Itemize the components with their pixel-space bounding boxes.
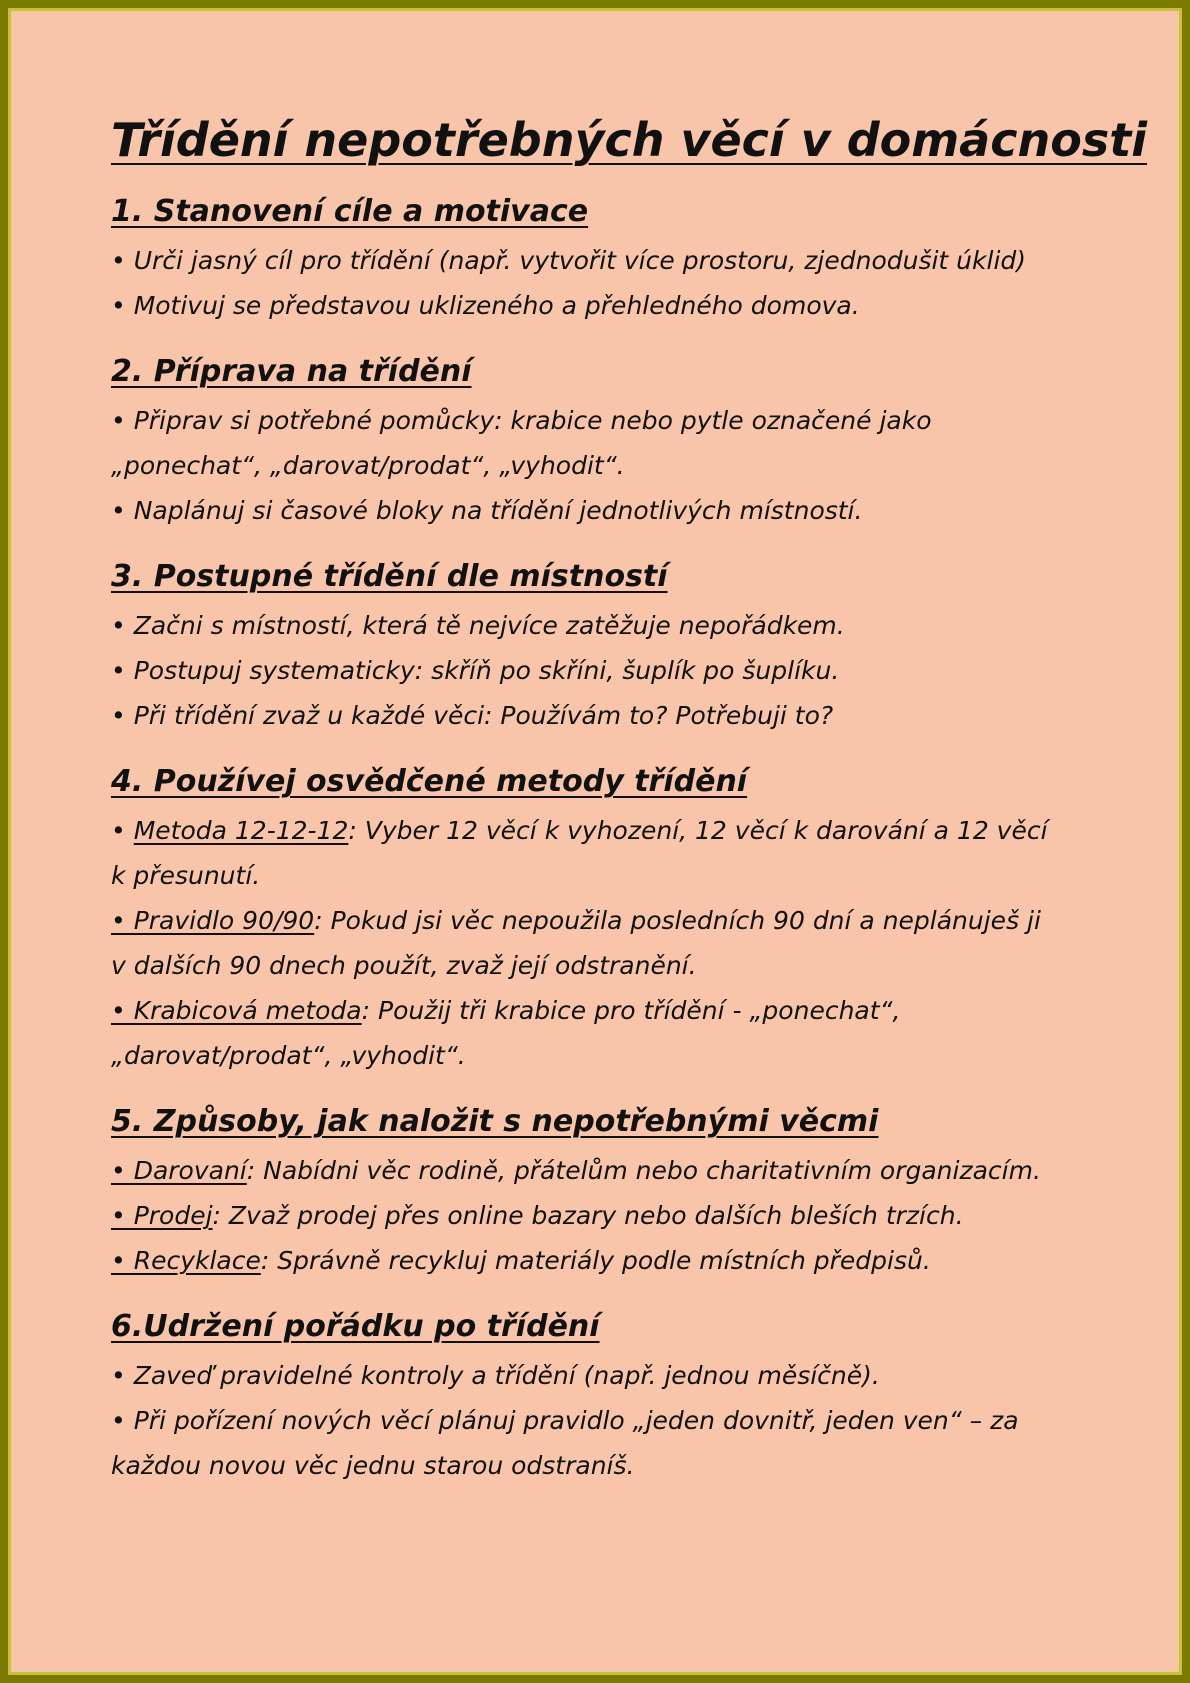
method-label: • Pravidlo 90/90 xyxy=(111,906,315,935)
disposal-text: : Nabídni věc rodině, přátelům nebo charitativním organizacím. xyxy=(246,1156,1041,1185)
section-disposal xyxy=(111,1096,1111,1283)
disposal-label: • Darovaní xyxy=(111,1156,247,1185)
section-goal-motivation xyxy=(111,186,1111,328)
bullet-continuation-line: „ponechat“, „darovat/prodat“, „vyhodit“. xyxy=(111,451,625,480)
disposal-label: • Recyklace xyxy=(111,1246,261,1275)
bullet-prefix: • xyxy=(111,816,134,845)
bullet-line: • Při pořízení nových věcí plánuj pravidlo „jeden dovnitř, jeden ven“ – za xyxy=(111,1406,1019,1435)
section-room-sorting xyxy=(111,551,1111,738)
bullet-line: • Zaveď pravidelné kontroly a třídění (např. jednou měsíčně). xyxy=(111,1361,880,1390)
bullet-line: • Připrav si potřebné pomůcky: krabice nebo pytle označené jako xyxy=(111,406,932,435)
document-content xyxy=(111,108,1147,1506)
section-heading: 4. Používej osvědčené metody třídění xyxy=(111,764,748,799)
section-preparation xyxy=(111,346,1111,533)
method-label: Metoda 12-12-12 xyxy=(133,816,349,845)
bullet-continuation-line: každou novou věc jednu starou odstraníš. xyxy=(111,1451,635,1480)
method-text: : Pokud jsi věc nepoužila posledních 90 dní a neplánuješ ji xyxy=(314,906,1041,935)
disposal-donation-line xyxy=(111,1148,1111,1193)
section-heading: 2. Příprava na třídění xyxy=(111,354,472,389)
bullet-line: • Urči jasný cíl pro třídění (např. vytvořit více prostoru, zjednodušit úklid) xyxy=(111,246,1027,275)
disposal-text: : Zvaž prodej přes online bazary nebo dalších bleších trzích. xyxy=(212,1201,964,1230)
method-text: : Vyber 12 věcí k vyhození, 12 věcí k darování a 12 věcí xyxy=(348,816,1048,845)
disposal-sale-line xyxy=(111,1193,1111,1238)
section-methods xyxy=(111,756,1111,1078)
method-12-12-12-line xyxy=(111,808,1111,853)
section-heading: 5. Způsoby, jak naložit s nepotřebnými věcmi xyxy=(111,1104,879,1139)
bullet-continuation-line: „darovat/prodat“, „vyhodit“. xyxy=(111,1041,466,1070)
page-title: Třídění nepotřebných věcí v domácnosti xyxy=(111,113,1147,167)
section-maintain-order xyxy=(111,1301,1111,1488)
section-heading: 1. Stanovení cíle a motivace xyxy=(111,194,589,229)
bullet-line: • Začni s místností, která tě nejvíce zatěžuje nepořádkem. xyxy=(111,611,845,640)
disposal-recycling-line xyxy=(111,1238,1111,1283)
method-label: • Krabicová metoda xyxy=(111,996,362,1025)
method-90-90-line xyxy=(111,898,1111,943)
bullet-line: • Při třídění zvaž u každé věci: Používám to? Potřebuji to? xyxy=(111,701,834,730)
section-heading: 3. Postupné třídění dle místností xyxy=(111,559,668,594)
method-box-line xyxy=(111,988,1111,1033)
bullet-line: • Postupuj systematicky: skříň po skříni, šuplík po šuplíku. xyxy=(111,656,840,685)
disposal-label: • Prodej xyxy=(111,1201,213,1230)
bullet-continuation-line: k přesunutí. xyxy=(111,861,261,890)
bullet-line: • Naplánuj si časové bloky na třídění jednotlivých místností. xyxy=(111,496,863,525)
section-heading: 6.Udržení pořádku po třídění xyxy=(111,1309,600,1344)
bullet-continuation-line: v dalších 90 dnech použít, zvaž její odstranění. xyxy=(111,951,697,980)
method-text: : Použij tři krabice pro třídění - „ponechat“, xyxy=(361,996,901,1025)
disposal-text: : Správně recykluj materiály podle místních předpisů. xyxy=(260,1246,931,1275)
bullet-line: • Motivuj se představou uklizeného a přehledného domova. xyxy=(111,291,860,320)
